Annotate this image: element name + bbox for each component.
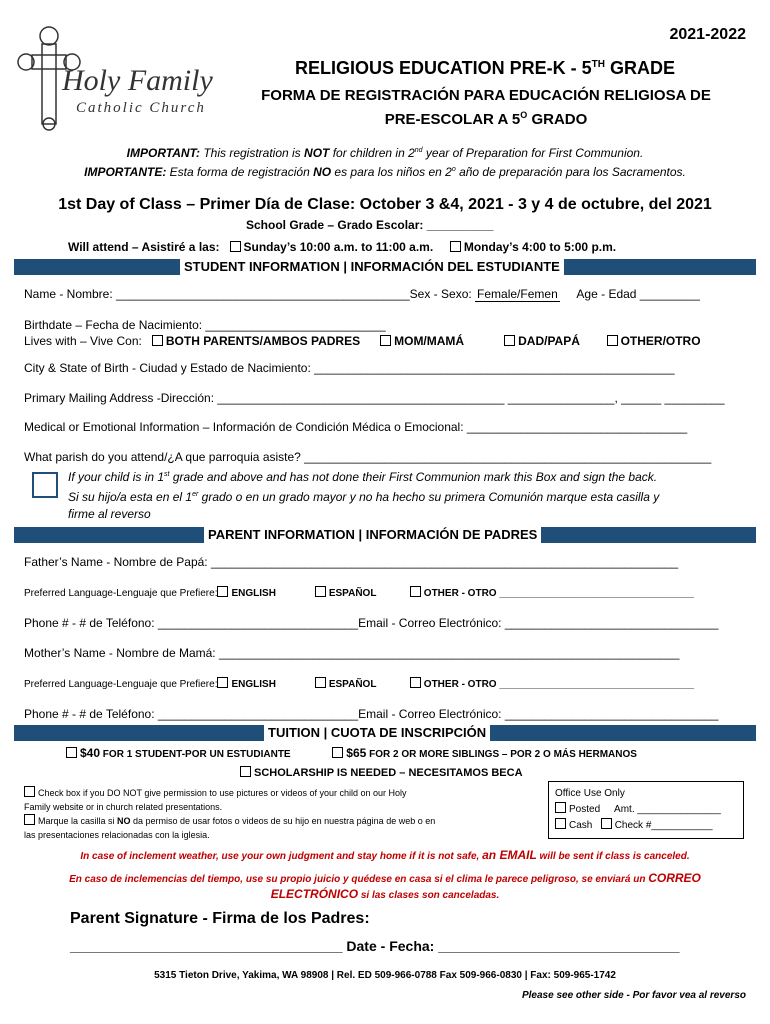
mother-english-checkbox[interactable] xyxy=(217,677,228,688)
scholarship-row: SCHOLARSHIP IS NEEDED – NECESITAMOS BECA xyxy=(240,766,523,779)
see-other-side: Please see other side - Por favor vea al reverso xyxy=(521,990,746,1001)
form-title-en: RELIGIOUS EDUCATION PRE-K - 5TH GRADE xyxy=(294,58,676,78)
logo-name: Holy Family xyxy=(62,64,213,97)
sex-value[interactable]: Female/Femen xyxy=(477,287,558,301)
weather-notice-en: In case of inclement weather, use your own judgment and stay home if it is not safe, an EMAIL will be sent if class is canceled. xyxy=(80,848,690,862)
mother-other-checkbox[interactable] xyxy=(410,677,421,688)
mother-spanish-checkbox[interactable] xyxy=(315,677,326,688)
first-day-of-class: 1st Day of Class – Primer Día de Clase: October 3 &4, 2021 - 3 y 4 de octubre, del 2021 xyxy=(58,196,712,213)
tuition-65-checkbox[interactable] xyxy=(332,747,343,758)
father-phone-row[interactable]: Phone # - # de Teléfono: ______________________________Email - Correo Electrónico: ________________________________ xyxy=(24,616,719,630)
signature-label: Parent Signature - Firma de los Padres: xyxy=(70,910,370,927)
attend-row: Will attend – Asistiré a las: Sunday’s 10:00 a.m. to 11:00 a.m. Monday’s 4:00 to 5:00 p.m. xyxy=(68,240,617,254)
logo-subtitle: Catholic Church xyxy=(76,100,206,116)
tuition-40-checkbox[interactable] xyxy=(66,747,77,758)
father-language-row: Preferred Language-Lenguaje que Prefiere: ENGLISH ESPAÑOL OTHER - OTRO ___________________________________ xyxy=(24,588,695,599)
scholarship-checkbox[interactable] xyxy=(240,766,251,777)
first-communion-note: If your child is in 1st grade and above and has not done their First Communion mark this Box and sign the back. Si su hijo/a esta en el 1er grado o en un grado mayor y no ha hecho su primera Comunión marque esta casilla y firme al reverso xyxy=(68,470,660,521)
sunday-checkbox[interactable] xyxy=(230,241,241,252)
check-checkbox[interactable] xyxy=(601,818,612,829)
lives-with-row: Lives with – Vive Con: BOTH PARENTS/AMBOS PADRES MOM/MAMÁ DAD/PAPÁ OTHER/OTRO xyxy=(24,334,701,348)
office-use-box: Office Use Only Posted Amt. _______________ Cash Check #___________ xyxy=(548,781,744,839)
photo-permission-note: Check box if you DO NOT give permission to use pictures or videos of your child on our Holy Family website or in church related presentations. Marque la casilla si NO da permiso de usar fotos o videos de su hijo en nuestra página de web o en las presentaciones relacionadas con la iglesia. xyxy=(24,788,436,840)
important-es: IMPORTANTE: Esta forma de registración NO es para los niños en 2$^o$ año de preparación para los Sacramentos. xyxy=(84,165,686,179)
birthdate-field[interactable]: Birthdate – Fecha de Nacimiento: ___________________________ xyxy=(24,318,386,332)
student-section-title: STUDENT INFORMATION | INFORMACIÓN DEL ESTUDIANTE xyxy=(180,259,564,275)
photo-permission-checkbox[interactable] xyxy=(24,786,35,797)
form-title-es-1: FORMA DE REGISTRACIÓN PARA EDUCACIÓN RELIGIOSA DE xyxy=(261,87,711,104)
other-checkbox[interactable] xyxy=(607,335,618,346)
monday-checkbox[interactable] xyxy=(450,241,461,252)
name-field[interactable]: Name - Nombre: ____________________________________________Sex - Sexo: Female/Femen Age - Edad _________ xyxy=(24,287,700,301)
year-label: 2021-2022 xyxy=(669,26,746,43)
cash-checkbox[interactable] xyxy=(555,818,566,829)
school-grade-field[interactable]: School Grade – Grado Escolar: __________ xyxy=(246,218,494,232)
birth-city-field[interactable]: City & State of Birth - Ciudad y Estado de Nacimiento: ______________________________________________________ xyxy=(24,361,675,375)
mom-checkbox[interactable] xyxy=(380,335,391,346)
father-english-checkbox[interactable] xyxy=(217,586,228,597)
tuition-section-bar xyxy=(14,725,756,741)
first-communion-checkbox[interactable] xyxy=(32,472,58,498)
footer-address: 5315 Tieton Drive, Yakima, WA 98908 | Rel. ED 509-966-0788 Fax 509-966-0830 | Fax: 509-965-1742 xyxy=(154,970,616,981)
parent-section-title: PARENT INFORMATION | INFORMACIÓN DE PADRES xyxy=(204,527,541,543)
tuition-options-row: $40 FOR 1 STUDENT-POR UN ESTUDIANTE $65 FOR 2 OR MORE SIBLINGS – POR 2 O MÁS HERMANOS xyxy=(66,746,637,760)
important-en: IMPORTANT: This registration is NOT for children in 2nd year of Preparation for First Communion. xyxy=(126,146,644,160)
father-other-checkbox[interactable] xyxy=(410,586,421,597)
address-field[interactable]: Primary Mailing Address -Dirección: ___________________________________________ ________________, ______ _________ xyxy=(24,391,725,405)
posted-checkbox[interactable] xyxy=(555,802,566,813)
mother-phone-row[interactable]: Phone # - # de Teléfono: ______________________________Email - Correo Electrónico: ________________________________ xyxy=(24,707,719,721)
tuition-section-title: TUITION | CUOTA DE INSCRIPCIÓN xyxy=(264,725,490,741)
weather-notice-es: En caso de inclemencias del tiempo, use su propio juicio y quédese en casa si el clima le parece peligroso, se enviará un CORREO ELECTRÓNICO si las clases son canceladas. xyxy=(69,871,701,901)
parish-field[interactable]: What parish do you attend/¿A que parroquia asiste? _____________________________________________________________ xyxy=(24,450,712,464)
signature-date-line[interactable]: ___________________________________ Date - Fecha: _______________________________ xyxy=(70,938,680,954)
both-parents-checkbox[interactable] xyxy=(152,335,163,346)
form-title-es-2: PRE-ESCOLAR A $5^O$ GRADO xyxy=(384,110,588,128)
medical-info-field[interactable]: Medical or Emotional Information – Información de Condición Médica o Emocional: _________________________________ xyxy=(24,420,688,434)
father-spanish-checkbox[interactable] xyxy=(315,586,326,597)
photo-permission-es-checkbox[interactable] xyxy=(24,814,35,825)
parent-section-bar xyxy=(14,527,756,543)
mother-name-field[interactable]: Mother’s Name - Nombre de Mamá: _____________________________________________________________________ xyxy=(24,646,680,660)
dad-checkbox[interactable] xyxy=(504,335,515,346)
student-section-bar xyxy=(14,259,756,275)
office-use-title: Office Use Only xyxy=(555,788,625,799)
father-name-field[interactable]: Father’s Name - Nombre de Papá: ______________________________________________________________________ xyxy=(24,555,679,569)
mother-language-row: Preferred Language-Lenguaje que Prefiere: ENGLISH ESPAÑOL OTHER - OTRO ___________________________________ xyxy=(24,679,695,690)
church-logo xyxy=(14,22,219,132)
